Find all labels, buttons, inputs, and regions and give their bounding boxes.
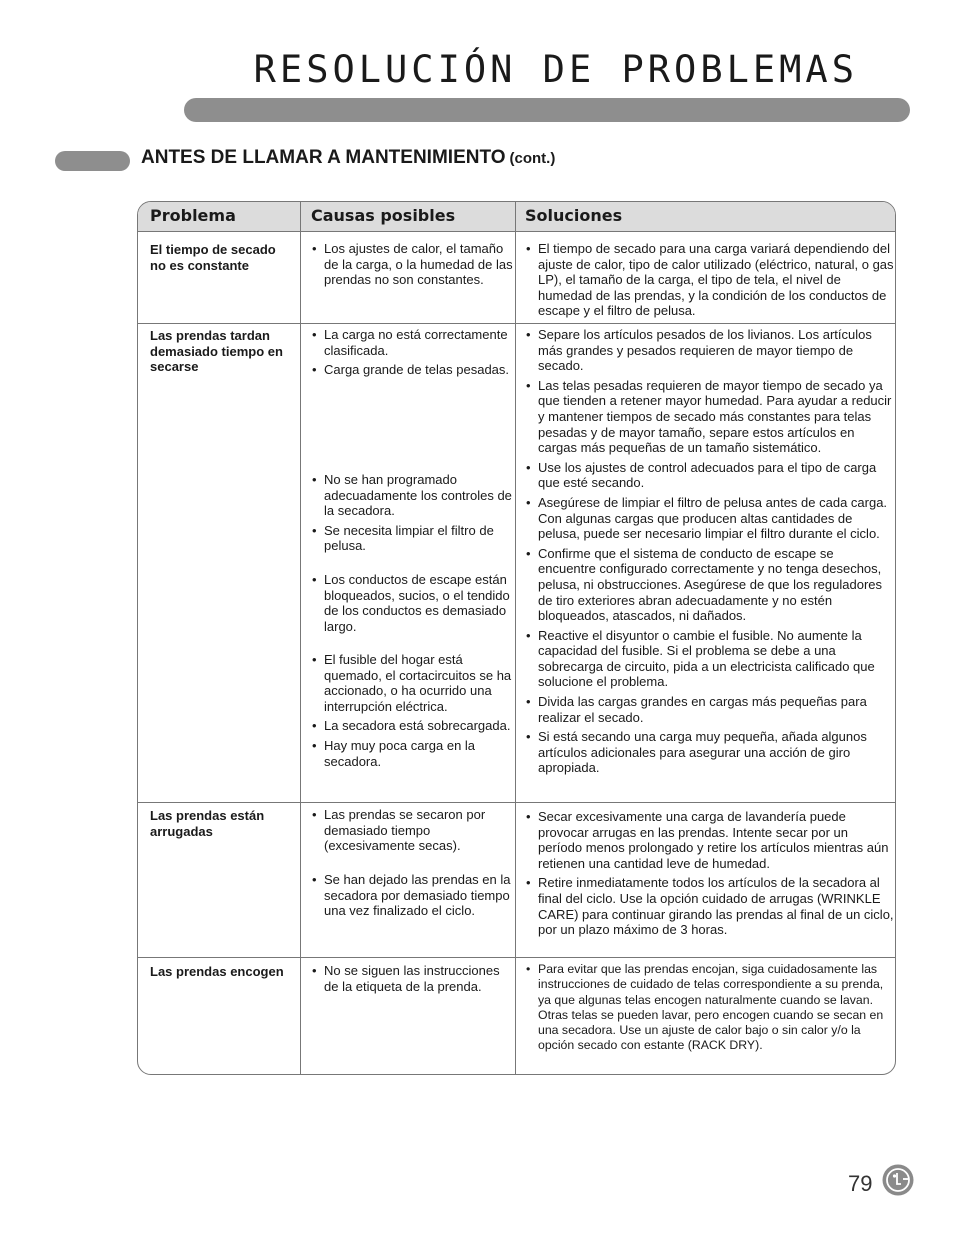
row-3-causes-a bbox=[310, 807, 515, 858]
solution-item: • Asegúrese de limpiar el filtro de pelusa antes de cada carga. Con algunas cargas que producen altas cantidades de pelusa, puede ser necesario limpiar el filtro durante el ciclo. bbox=[524, 495, 894, 542]
solution-item: • Si está secando una carga muy pequeña, añada algunos artículos adicionales para asegurar una acción de giro apropiada. bbox=[524, 729, 894, 776]
cause-item: • Las prendas se secaron por demasiado tiempo (excesivamente secas). bbox=[310, 807, 515, 854]
row-divider bbox=[138, 802, 895, 803]
row-2-problem: Las prendas tardan demasiado tiempo en secarse bbox=[150, 328, 283, 375]
row-2-causes-a bbox=[310, 327, 515, 382]
row-2-causes-b bbox=[310, 472, 515, 558]
row-3-solutions bbox=[524, 809, 894, 942]
row-1-problem: El tiempo de secado no es constante bbox=[150, 242, 276, 273]
section-heading-text: ANTES DE LLAMAR A MANTENIMIENTO bbox=[141, 147, 506, 168]
column-divider bbox=[515, 202, 516, 1074]
cause-item: • Hay muy poca carga en la secadora. bbox=[310, 738, 515, 769]
cause-item: • No se siguen las instrucciones de la etiqueta de la prenda. bbox=[310, 963, 515, 994]
solution-item: • Para evitar que las prendas encojan, siga cuidadosamente las instrucciones de cuidado de telas correspondiente a su prenda, ya que algunas telas encogen naturalmente cuando se lavan. Otras telas se pueden lavar, pero encogen cuando se secan en una secadora. Use un ajuste de calor bajo o sin calor y/o la opción secado con estante (RACK DRY). bbox=[524, 962, 894, 1054]
row-2-causes-d bbox=[310, 652, 515, 773]
title-bar bbox=[184, 98, 910, 122]
section-heading bbox=[141, 147, 555, 169]
row-divider bbox=[138, 957, 895, 958]
solution-item: • Retire inmediatamente todos los artículos de la secadora al final del ciclo. Use la opción cuidado de arrugas (WRINKLE CARE) para continuar girando las prendas al final de un ciclo, por un plazo máximo de 3 horas. bbox=[524, 875, 894, 937]
header-solutions: Soluciones bbox=[525, 206, 623, 225]
solution-item: • Las telas pesadas requieren de mayor tiempo de secado ya que tienden a retener mayor humedad. Para ayudar a reducir y mantener tiempos de secado más constantes para telas pesadas y de mayor tamaño, separe estos artículos en cargas más pequeñas de un tamaño sistemático. bbox=[524, 378, 894, 456]
row-2-solutions bbox=[524, 327, 894, 780]
solution-item: • Separe los artículos pesados de los livianos. Los artículos más grandes y pesados requieren de mayor tiempo de secado. bbox=[524, 327, 894, 374]
row-1-causes bbox=[310, 241, 515, 292]
cause-item: • Se necesita limpiar el filtro de pelusa. bbox=[310, 523, 515, 554]
cause-item: • La secadora está sobrecargada. bbox=[310, 718, 515, 734]
row-1-solutions bbox=[524, 241, 894, 323]
column-divider bbox=[300, 202, 301, 1074]
solution-item: • El tiempo de secado para una carga variará dependiendo del ajuste de calor, tipo de calor utilizado (eléctrico, natural, o gas LP), el tamaño de la carga, el tipo de tela, el nivel de humedad de las prendas, y la condición de los conductos de escape y el filtro de pelusa. bbox=[524, 241, 894, 319]
solution-item: • Confirme que el sistema de conducto de escape se encuentre configurado correctamente y no tenga desechos, pelusa, ni obstrucciones. Asegúrese de que los reguladores de tiro exteriores abran adecuadamente y no estén bloqueados, atascados, ni dañados. bbox=[524, 546, 894, 624]
troubleshooting-table bbox=[137, 201, 896, 1075]
row-divider bbox=[138, 323, 895, 324]
cause-item: • Los ajustes de calor, el tamaño de la carga, o la humedad de las prendas no son constantes. bbox=[310, 241, 515, 288]
row-3-causes-b bbox=[310, 872, 515, 923]
solution-item: • Reactive el disyuntor o cambie el fusible. No aumente la capacidad del fusible. Si el problema se debe a una sobrecarga de circuito, pida a un electricista calificado que solucione el problema. bbox=[524, 628, 894, 690]
row-3-problem: Las prendas están arrugadas bbox=[150, 808, 265, 839]
table-header bbox=[138, 202, 895, 232]
section-heading-suffix: (cont.) bbox=[509, 150, 556, 167]
cause-item: • Los conductos de escape están bloqueados, sucios, o el tendido de los conductos es demasiado largo. bbox=[310, 572, 515, 634]
header-problem: Problema bbox=[150, 206, 236, 225]
row-4-solutions bbox=[524, 962, 894, 1058]
row-2-causes-c bbox=[310, 572, 515, 638]
cause-item: • Se han dejado las prendas en la secadora por demasiado tiempo una vez finalizado el ciclo. bbox=[310, 872, 515, 919]
solution-item: • Secar excesivamente una carga de lavandería puede provocar arrugas en las prendas. Intente secar por un período menos prolongado y retire los artículos mientras aún retienen una cantidad leve de humedad. bbox=[524, 809, 894, 871]
row-4-causes bbox=[310, 963, 515, 998]
header-causes: Causas posibles bbox=[311, 206, 456, 225]
solution-item: • Divida las cargas grandes en cargas más pequeñas para realizar el secado. bbox=[524, 694, 894, 725]
page-number: 79 bbox=[848, 1171, 873, 1196]
section-pill bbox=[55, 151, 130, 171]
cause-item: • No se han programado adecuadamente los controles de la secadora. bbox=[310, 472, 515, 519]
lg-logo-icon bbox=[882, 1164, 914, 1196]
page-title: RESOLUCIÓN DE PROBLEMAS bbox=[253, 48, 858, 91]
cause-item: • La carga no está correctamente clasificada. bbox=[310, 327, 515, 358]
solution-item: • Use los ajustes de control adecuados para el tipo de carga que esté secando. bbox=[524, 460, 894, 491]
row-4-problem: Las prendas encogen bbox=[150, 964, 284, 979]
cause-item: • El fusible del hogar está quemado, el cortacircuitos se ha accionado, o ha ocurrido una interrupción eléctrica. bbox=[310, 652, 515, 714]
cause-item: • Carga grande de telas pesadas. bbox=[310, 362, 515, 378]
